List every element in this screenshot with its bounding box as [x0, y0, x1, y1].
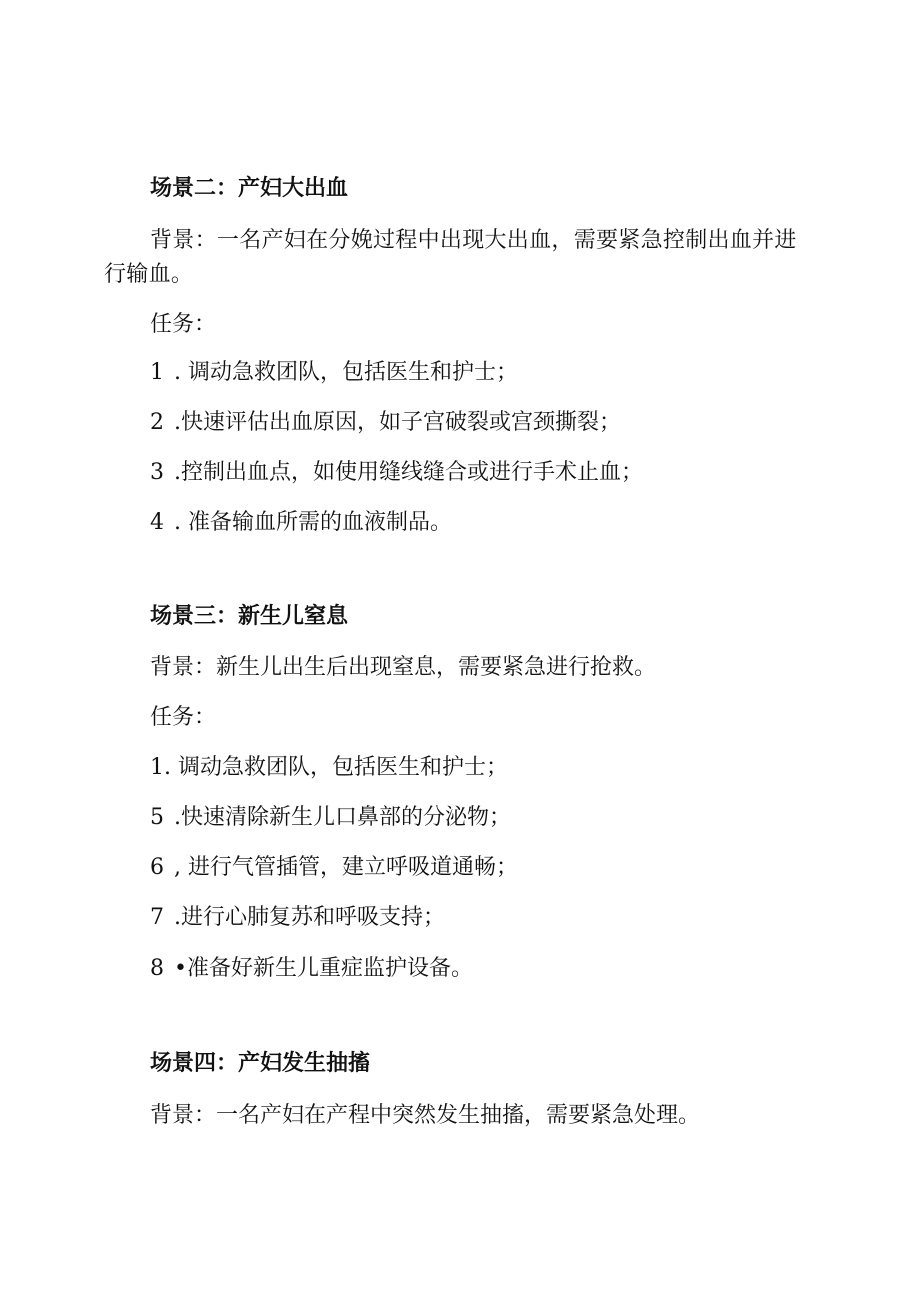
task-text: , 进行气管插管，建立呼吸道通畅；	[174, 855, 518, 880]
task-number: 4	[150, 510, 164, 535]
section-heading: 场景四：产妇发生抽搐	[150, 1051, 371, 1076]
tasks-label: 任务：	[150, 312, 217, 337]
task-text: .进行心肺复苏和呼吸支持；	[174, 905, 445, 930]
task-item	[150, 456, 643, 490]
section-background: 背景：一名产妇在产程中突然发生抽搐，需要紧急处理。	[150, 1103, 701, 1128]
task-text: 1. 调动急救团队，包括医生和护士；	[150, 755, 508, 780]
task-item	[150, 952, 473, 986]
task-item	[150, 751, 508, 785]
task-item	[150, 406, 621, 440]
task-number: 1	[150, 360, 164, 385]
section-background: 背景：一名产妇在分娩过程中出现大出血，需要紧急控制出血并进行输血。	[104, 228, 797, 287]
task-number: 7	[150, 905, 164, 930]
task-item	[150, 506, 452, 540]
task-item	[150, 801, 511, 835]
task-item	[150, 356, 518, 390]
task-text: .快速清除新生儿口鼻部的分泌物；	[174, 805, 511, 830]
task-text: •准备好新生儿重症监护设备。	[174, 956, 473, 981]
task-number: 5	[150, 805, 164, 830]
task-text: .控制出血点，如使用缝线缝合或进行手术止血；	[174, 460, 643, 485]
section-background: 背景：新生儿出生后出现窒息，需要紧急进行抢救。	[150, 655, 657, 680]
task-item	[150, 901, 445, 935]
section-heading: 场景三：新生儿窒息	[150, 604, 349, 629]
task-number: 3	[150, 460, 164, 485]
task-number: 8	[150, 956, 164, 981]
task-text: . 调动急救团队，包括医生和护士；	[174, 360, 518, 385]
task-number: 2	[150, 410, 164, 435]
task-number: 6	[150, 855, 164, 880]
task-text: .快速评估出血原因，如子宫破裂或宫颈撕裂；	[174, 410, 621, 435]
section-heading: 场景二：产妇大出血	[150, 176, 349, 201]
task-item	[150, 851, 518, 885]
task-text: . 准备输血所需的血液制品。	[174, 510, 452, 535]
tasks-label: 任务：	[150, 705, 217, 730]
